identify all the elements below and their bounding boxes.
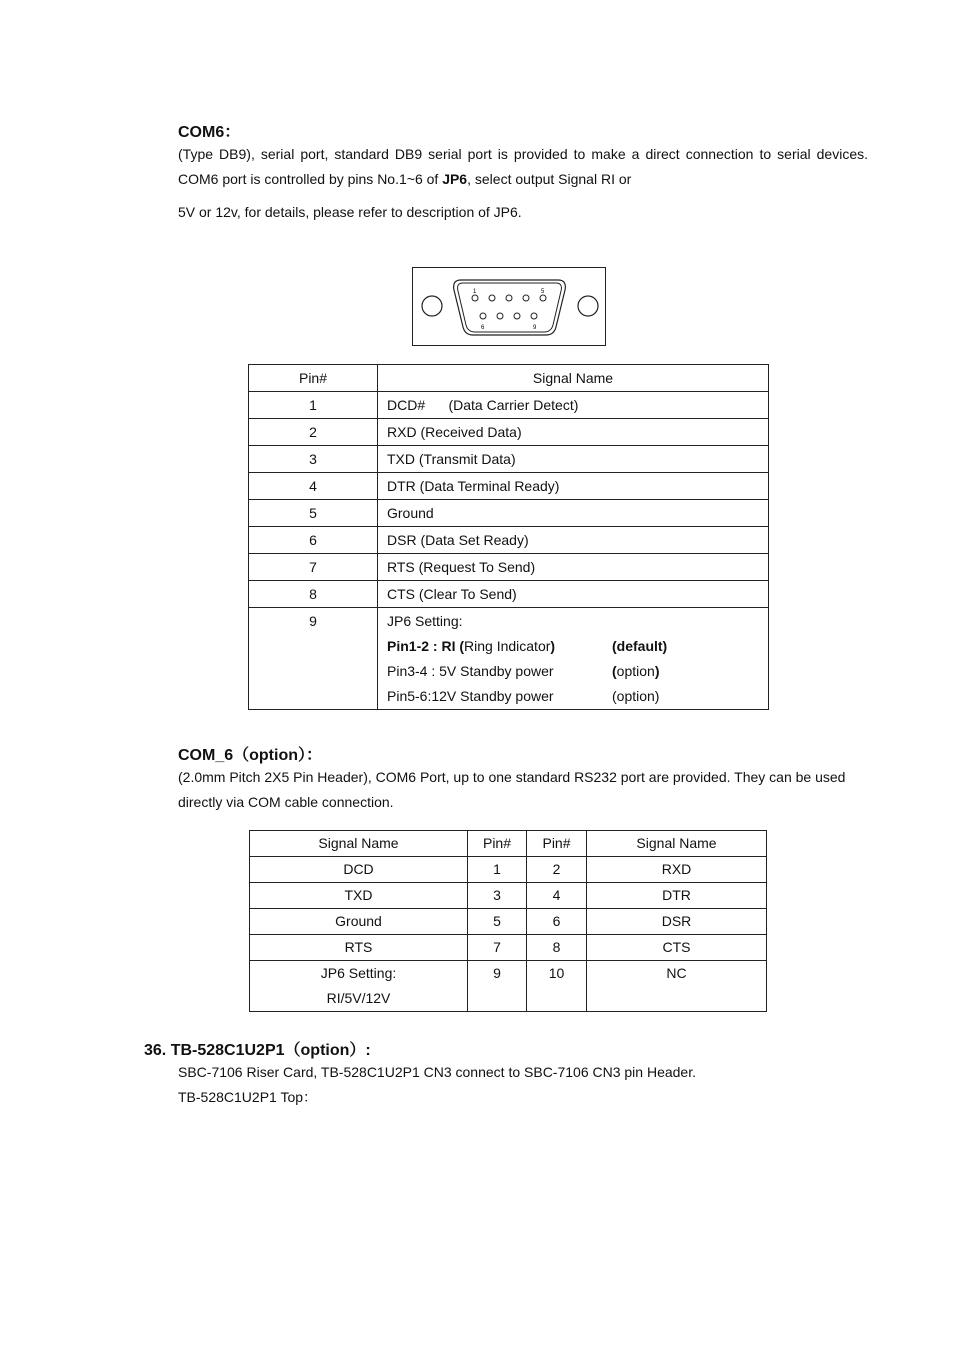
jp6-setting-line-1: JP6 Setting: xyxy=(320,965,397,981)
section-36-line-1: SBC-7106 Riser Card, TB-528C1U2P1 CN3 connect to SBC-7106 CN3 pin Header. xyxy=(178,1064,696,1080)
pin-cell: 9 xyxy=(249,608,378,710)
section-36-line-2: TB-528C1U2P1 Top： xyxy=(178,1089,318,1105)
signal-cell: RXD (Received Data) xyxy=(378,419,769,446)
db9-connector-diagram xyxy=(412,267,606,346)
pin-cell: 5 xyxy=(468,909,527,935)
option-label xyxy=(612,659,660,684)
signal-cell: Ground xyxy=(378,500,769,527)
com6-option-heading: COM_6（option）： xyxy=(178,747,322,764)
com6-header-pin-table xyxy=(249,830,767,1012)
table-header-row xyxy=(250,831,767,857)
table-header-row xyxy=(249,365,769,392)
signal-cell: TXD (Transmit Data) xyxy=(378,446,769,473)
pin-label-6: 6 xyxy=(481,325,485,331)
signal-cell: RXD xyxy=(587,857,767,883)
jp6-option-line-2 xyxy=(387,659,768,684)
open-paren: ( xyxy=(612,663,617,679)
signal-cell: DCD xyxy=(250,857,468,883)
pin-cell: 2 xyxy=(527,857,587,883)
table-row xyxy=(249,527,769,554)
pin-cell: 3 xyxy=(249,446,378,473)
table-row-last xyxy=(250,961,767,1012)
jp6-setting-label: JP6 Setting: xyxy=(387,613,463,629)
signal-cell: Ground xyxy=(250,909,468,935)
pin-8 xyxy=(514,313,520,319)
signal-cell: CTS xyxy=(587,935,767,961)
pin-label-5: 5 xyxy=(541,289,545,295)
signal-cell: RTS (Request To Send) xyxy=(378,554,769,581)
signal-cell: DSR xyxy=(587,909,767,935)
header-signal-name-right: Signal Name xyxy=(587,831,767,857)
header-pin-left: Pin# xyxy=(468,831,527,857)
option-text: option xyxy=(616,663,655,679)
jp6-option-line-1 xyxy=(387,634,768,659)
close-paren: ) xyxy=(654,663,660,679)
signal-cell: DTR xyxy=(587,883,767,909)
section-36-heading: 36. TB-528C1U2P1（option）: xyxy=(144,1042,371,1059)
table-row xyxy=(249,500,769,527)
table-row xyxy=(249,554,769,581)
pin-cell: 1 xyxy=(468,857,527,883)
pin-cell: 2 xyxy=(249,419,378,446)
d-shell-outer xyxy=(454,280,566,335)
signal-cell: DTR (Data Terminal Ready) xyxy=(378,473,769,500)
mount-hole-right xyxy=(578,296,598,316)
pin-1 xyxy=(472,295,478,301)
pin-cell: 10 xyxy=(527,961,587,1012)
pin12-label: Pin1-2 : RI ( xyxy=(387,638,465,654)
table-row xyxy=(250,883,767,909)
com6-heading: COM6： xyxy=(178,124,241,141)
jp6-setting-cell xyxy=(250,961,468,1012)
jp6-option-line-3 xyxy=(387,684,768,709)
header-signal-name-left: Signal Name xyxy=(250,831,468,857)
pin56-label: Pin5-6:12V Standby power xyxy=(387,688,554,704)
jp6-reference: JP6 xyxy=(442,171,468,187)
pin-cell: 8 xyxy=(249,581,378,608)
header-pin-right: Pin# xyxy=(527,831,587,857)
signal-cell: DCD# (Data Carrier Detect) xyxy=(378,392,769,419)
signal-cell: CTS (Clear To Send) xyxy=(378,581,769,608)
jp6-setting-line-2: RI/5V/12V xyxy=(326,990,391,1006)
option-label: (option) xyxy=(612,688,660,704)
table-row xyxy=(249,581,769,608)
pin-2 xyxy=(489,295,495,301)
pin-cell: 1 xyxy=(249,392,378,419)
pin-label-1: 1 xyxy=(473,289,477,295)
pin-6 xyxy=(480,313,486,319)
com6-description-2: 5V or 12v, for details, please refer to description of JP6. xyxy=(178,204,522,220)
pin-cell: 6 xyxy=(249,527,378,554)
pin-cell: 6 xyxy=(527,909,587,935)
table-row xyxy=(249,419,769,446)
table-row xyxy=(250,935,767,961)
header-pin: Pin# xyxy=(249,365,378,392)
mount-hole-left xyxy=(422,296,442,316)
pin-4 xyxy=(523,295,529,301)
com6-pin-table xyxy=(248,364,769,710)
signal-cell: NC xyxy=(587,961,767,1012)
pin34-label: Pin3-4 : 5V Standby power xyxy=(387,663,554,679)
pin12-close: ) xyxy=(550,638,556,654)
header-signal-name: Signal Name xyxy=(378,365,769,392)
pin-5 xyxy=(540,295,546,301)
ring-indicator-text: Ring Indicator xyxy=(464,638,551,654)
db9-connector-drawing xyxy=(413,268,605,345)
pin-cell: 3 xyxy=(468,883,527,909)
pin-cell: 5 xyxy=(249,500,378,527)
table-row-pin9 xyxy=(249,608,769,710)
pin-cell: 7 xyxy=(249,554,378,581)
signal-cell: DSR (Data Set Ready) xyxy=(378,527,769,554)
pin-7 xyxy=(497,313,503,319)
pin-3 xyxy=(506,295,512,301)
jp6-setting-cell xyxy=(378,608,769,710)
pin-cell: 8 xyxy=(527,935,587,961)
signal-cell: RTS xyxy=(250,935,468,961)
table-row xyxy=(249,392,769,419)
pin-cell: 9 xyxy=(468,961,527,1012)
table-row xyxy=(249,446,769,473)
pin-9 xyxy=(531,313,537,319)
table-row xyxy=(249,473,769,500)
pin-cell: 4 xyxy=(249,473,378,500)
pin-cell: 4 xyxy=(527,883,587,909)
com6-option-description: (2.0mm Pitch 2X5 Pin Header), COM6 Port, up to one standard RS232 port are provided. They can be used directly via COM cable connection. xyxy=(178,769,846,810)
signal-cell: TXD xyxy=(250,883,468,909)
table-row xyxy=(250,909,767,935)
com6-description xyxy=(178,142,868,192)
com6-description-text-b: , select output Signal RI or xyxy=(467,171,632,187)
table-row xyxy=(250,857,767,883)
pin-label-9: 9 xyxy=(533,325,537,331)
pin-cell: 7 xyxy=(468,935,527,961)
default-badge: (default) xyxy=(612,638,668,654)
com6-description-text-a: (Type DB9), serial port, standard DB9 serial port is provided to make a direct connection to serial devices. COM6 port is controlled by pins No.1~6 of xyxy=(178,146,868,187)
